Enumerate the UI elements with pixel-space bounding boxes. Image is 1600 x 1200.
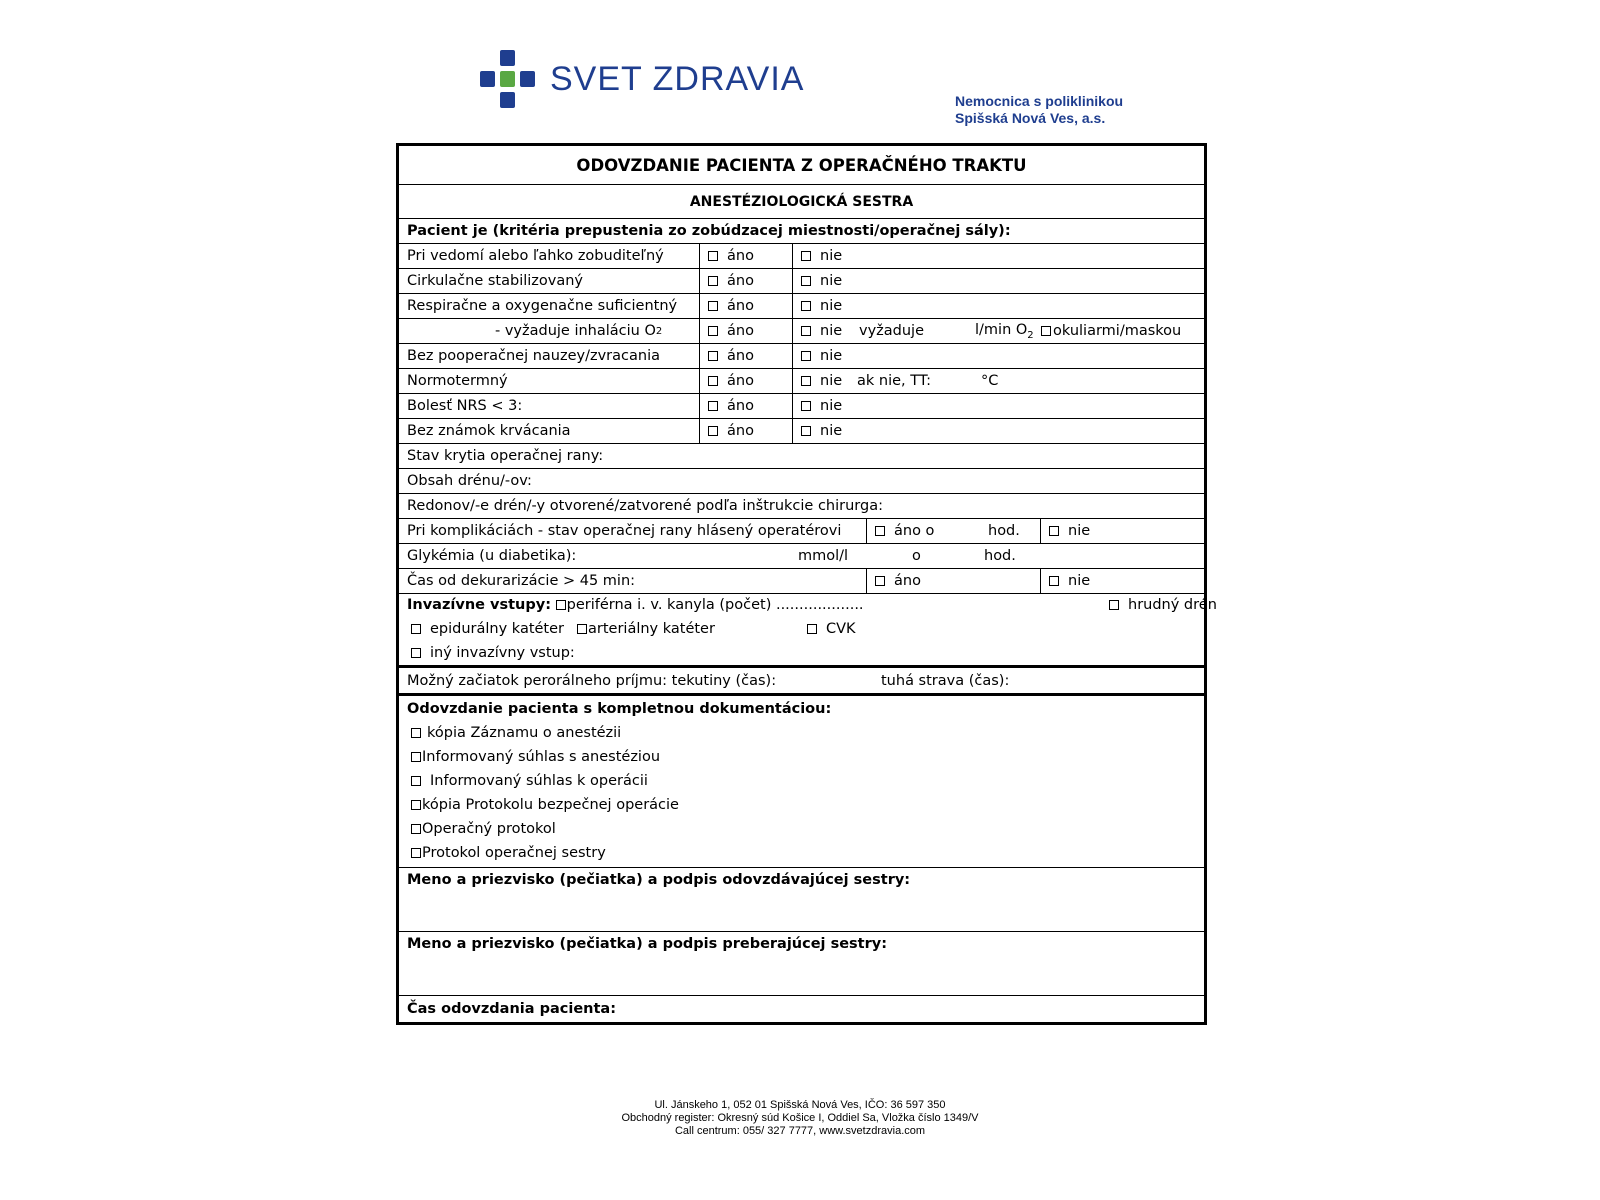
decurarization-yes-option[interactable] <box>866 569 1040 593</box>
criteria-row <box>399 244 1204 269</box>
handover-time-row <box>399 996 1204 1022</box>
oral-intake-field[interactable] <box>399 668 1204 693</box>
yes-option[interactable] <box>699 294 792 318</box>
checkbox-icon[interactable] <box>1041 326 1051 336</box>
cross-logo-icon <box>480 50 536 108</box>
checkbox-icon[interactable] <box>801 301 811 311</box>
o2-unit-text: l/min O <box>975 321 1028 338</box>
doc-item[interactable] <box>411 797 679 813</box>
no-option[interactable] <box>792 419 1204 443</box>
handing-nurse-row <box>399 868 1204 932</box>
invasive-label: Invazívne vstupy: <box>407 597 551 613</box>
decurarization-no-option[interactable] <box>1040 569 1204 593</box>
decurarization-label: Čas od dekurarizácie > 45 min: <box>407 573 636 589</box>
checkbox-icon[interactable] <box>708 351 718 361</box>
no-label: nie <box>820 323 843 339</box>
form-title: ODOVZDANIE PACIENTA Z OPERAČNÉHO TRAKTU <box>576 155 1027 175</box>
yes-label: áno <box>727 398 754 414</box>
arterial-label: arteriálny katéter <box>588 621 715 637</box>
no-label: nie <box>820 423 843 439</box>
o2-glasses-option[interactable] <box>1041 323 1181 339</box>
criteria-label: Normotermný <box>407 373 508 389</box>
solid-food-label: tuhá strava (čas): <box>881 672 1010 689</box>
cvk-option[interactable] <box>807 621 856 637</box>
documentation-row <box>399 696 1204 868</box>
glycemia-row <box>399 544 1204 569</box>
checkbox-icon[interactable] <box>411 776 421 786</box>
checkbox-icon[interactable] <box>708 426 718 436</box>
footer <box>560 1099 1040 1138</box>
checkbox-icon[interactable] <box>875 576 885 586</box>
criteria-label: Respiračne a oxygenačne suficientný <box>407 298 678 314</box>
checkbox-icon[interactable] <box>801 376 811 386</box>
yes-option[interactable] <box>699 394 792 418</box>
no-label: nie <box>820 398 843 414</box>
footer-address: Ul. Jánskeho 1, 052 01 Spišská Nová Ves, IČO: 36 597 350 <box>654 1099 946 1111</box>
temp-prefix: ak nie, TT: <box>857 373 932 389</box>
doc-item[interactable] <box>411 749 660 765</box>
criteria-heading-row <box>399 219 1204 244</box>
cvk-label: CVK <box>826 621 856 637</box>
decurarization-row <box>399 569 1204 594</box>
peripheral-option[interactable] <box>556 597 864 613</box>
yes-option[interactable] <box>699 269 792 293</box>
o2-subscript: 2 <box>655 325 663 337</box>
criteria-row <box>399 419 1204 444</box>
chest-drain-option[interactable] <box>1109 597 1217 613</box>
no-option[interactable] <box>792 319 1204 343</box>
yes-label: áno <box>894 573 921 589</box>
criteria-label: Bez pooperačnej nauzey/zvracania <box>407 348 660 364</box>
yes-at-label: áno o <box>894 523 935 539</box>
doc-item-label: Protokol operačnej sestry <box>422 845 606 861</box>
checkbox-icon[interactable] <box>708 301 718 311</box>
checkbox-icon[interactable] <box>411 848 421 858</box>
yes-option[interactable] <box>699 244 792 268</box>
hospital-line1: Nemocnica s poliklinikou <box>955 93 1124 109</box>
doc-item-label: Informovaný súhlas k operácii <box>430 773 648 789</box>
other-invasive-option[interactable] <box>411 645 575 661</box>
no-label: nie <box>820 298 843 314</box>
checkbox-icon[interactable] <box>807 624 817 634</box>
checkbox-icon[interactable] <box>708 401 718 411</box>
invasive-row <box>399 594 1217 668</box>
no-option[interactable] <box>792 369 1204 393</box>
no-label: nie <box>820 373 843 389</box>
no-option[interactable] <box>792 294 1204 318</box>
doc-item[interactable] <box>411 773 648 789</box>
redon-row <box>399 494 1204 519</box>
logo-text: SVET ZDRAVIA <box>550 59 805 98</box>
no-option[interactable] <box>792 344 1204 368</box>
peripheral-label: periférna i. v. kanyla (počet) ................... <box>566 597 864 613</box>
doc-item[interactable] <box>411 845 606 861</box>
checkbox-icon[interactable] <box>801 351 811 361</box>
criteria-row <box>399 394 1204 419</box>
other-invasive-label: iný invazívny vstup: <box>430 645 575 661</box>
criteria-row-o2 <box>399 319 1204 344</box>
criteria-heading: Pacient je (kritéria prepustenia zo zobúdzacej miestnosti/operačnej sály): <box>407 223 1011 239</box>
doc-item-label: kópia Záznamu o anestézii <box>427 725 622 741</box>
invasive-line1 <box>407 597 864 613</box>
checkbox-icon[interactable] <box>801 276 811 286</box>
checkbox-icon[interactable] <box>801 326 811 336</box>
chest-drain-label: hrudný drén <box>1128 597 1217 613</box>
handover-form <box>396 143 1217 1025</box>
no-label: nie <box>1068 573 1091 589</box>
no-option[interactable] <box>792 244 1204 268</box>
checkbox-icon[interactable] <box>801 251 811 261</box>
yes-option[interactable] <box>699 369 792 393</box>
footer-contact: Call centrum: 055/ 327 7777, www.svetzdravia.com <box>674 1125 926 1137</box>
criteria-label: Bez známok krvácania <box>407 423 571 439</box>
checkbox-icon[interactable] <box>801 426 811 436</box>
hospital-name <box>955 93 1123 127</box>
checkbox-icon[interactable] <box>1049 526 1059 536</box>
footer-register: Obchodný register: Okresný súd Košice I, Oddiel Sa, Vložka číslo 1349/V <box>621 1112 979 1124</box>
checkbox-icon[interactable] <box>801 401 811 411</box>
complications-no-option[interactable] <box>1040 519 1204 543</box>
complications-yes-option[interactable] <box>866 519 1040 543</box>
form-subtitle-row <box>399 185 1204 219</box>
drain-content-row <box>399 469 1204 494</box>
checkbox-icon[interactable] <box>411 752 421 762</box>
checkbox-icon[interactable] <box>708 376 718 386</box>
oral-intake-row <box>399 668 1204 696</box>
checkbox-icon[interactable] <box>875 526 885 536</box>
hours-label: hod. <box>988 523 1020 539</box>
no-label: nie <box>1068 523 1091 539</box>
criteria-label: Pri vedomí alebo ľahko zobuditeľný <box>407 248 664 264</box>
no-label: nie <box>820 348 843 364</box>
o2-glasses-label: okuliarmi/maskou <box>1053 323 1182 339</box>
yes-label: áno <box>727 348 754 364</box>
glycemia-field[interactable] <box>399 544 1204 568</box>
doc-item[interactable] <box>411 821 556 837</box>
yes-label: áno <box>727 248 754 264</box>
criteria-row-temp <box>399 369 1204 394</box>
doc-item-label: Informovaný súhlas s anestéziou <box>422 749 661 765</box>
checkbox-icon[interactable] <box>411 824 421 834</box>
criteria-label <box>399 319 699 343</box>
checkbox-icon[interactable] <box>708 326 718 336</box>
checkbox-icon[interactable] <box>708 276 718 286</box>
form-title-row <box>399 146 1204 185</box>
glycemia-label: Glykémia (u diabetika): <box>407 548 577 564</box>
form-subtitle: ANESTÉZIOLOGICKÁ SESTRA <box>689 193 914 210</box>
drain-content-field[interactable]: Obsah drénu/-ov: <box>407 473 532 489</box>
checkbox-icon[interactable] <box>411 624 421 634</box>
docs-heading: Odovzdanie pacienta s kompletnou dokumentáciou: <box>407 701 832 717</box>
doc-item-label: Operačný protokol <box>422 821 556 837</box>
yes-label: áno <box>727 298 754 314</box>
checkbox-icon[interactable] <box>411 728 421 738</box>
criteria-label: Cirkulačne stabilizovaný <box>407 273 583 289</box>
checkbox-icon[interactable] <box>556 600 566 610</box>
brand-logo <box>480 50 804 108</box>
criteria-row <box>399 294 1204 319</box>
checkbox-icon[interactable] <box>411 648 421 658</box>
yes-label: áno <box>727 373 754 389</box>
doc-item-label: kópia Protokolu bezpečnej operácie <box>422 797 679 813</box>
receiving-nurse-field[interactable]: Meno a priezvisko (pečiatka) a podpis preberajúcej sestry: <box>407 936 888 952</box>
checkbox-icon[interactable] <box>708 251 718 261</box>
checkbox-icon[interactable] <box>1049 576 1059 586</box>
checkbox-icon[interactable] <box>577 624 587 634</box>
criteria-row <box>399 344 1204 369</box>
redon-field[interactable]: Redonov/-e drén/-y otvorené/zatvorené podľa inštrukcie chirurga: <box>407 498 883 514</box>
no-option[interactable] <box>792 394 1204 418</box>
glycemia-unit: mmol/l <box>798 548 849 564</box>
no-option[interactable] <box>792 269 1204 293</box>
yes-label: áno <box>727 423 754 439</box>
yes-option[interactable] <box>699 344 792 368</box>
arterial-option[interactable] <box>577 621 715 637</box>
complications-label: Pri komplikáciách - stav operačnej rany hlásený operatérovi <box>407 523 842 539</box>
no-label: nie <box>820 273 843 289</box>
glycemia-at: o <box>912 548 921 564</box>
epidural-label: epidurálny katéter <box>430 621 565 637</box>
o2-label: - vyžaduje inhaláciu O <box>495 323 656 339</box>
wound-cover-row <box>399 444 1204 469</box>
checkbox-icon[interactable] <box>1109 600 1119 610</box>
criteria-label: Bolesť NRS < 3: <box>407 398 523 414</box>
glycemia-hours: hod. <box>984 548 1016 564</box>
handing-nurse-field[interactable]: Meno a priezvisko (pečiatka) a podpis odovzdávajúcej sestry: <box>407 872 911 888</box>
yes-option[interactable] <box>699 319 792 343</box>
o2-unit-subscript: 2 <box>1027 329 1034 341</box>
epidural-option[interactable] <box>411 621 564 637</box>
yes-label: áno <box>727 323 754 339</box>
complications-row <box>399 519 1204 544</box>
handover-time-field[interactable]: Čas odovzdania pacienta: <box>407 1001 616 1017</box>
wound-cover-field[interactable]: Stav krytia operačnej rany: <box>407 448 604 464</box>
oral-intake-label: Možný začiatok perorálneho príjmu: tekutiny (čas): <box>407 672 777 689</box>
checkbox-icon[interactable] <box>411 800 421 810</box>
doc-item[interactable] <box>411 725 621 741</box>
o2-requires-label: vyžaduje <box>859 323 925 339</box>
no-label: nie <box>820 248 843 264</box>
o2-unit-label <box>975 322 1034 341</box>
yes-label: áno <box>727 273 754 289</box>
temp-unit: °C <box>981 373 999 389</box>
hospital-line2: Spišská Nová Ves, a.s. <box>955 110 1106 126</box>
yes-option[interactable] <box>699 419 792 443</box>
receiving-nurse-row <box>399 932 1204 996</box>
criteria-row <box>399 269 1204 294</box>
